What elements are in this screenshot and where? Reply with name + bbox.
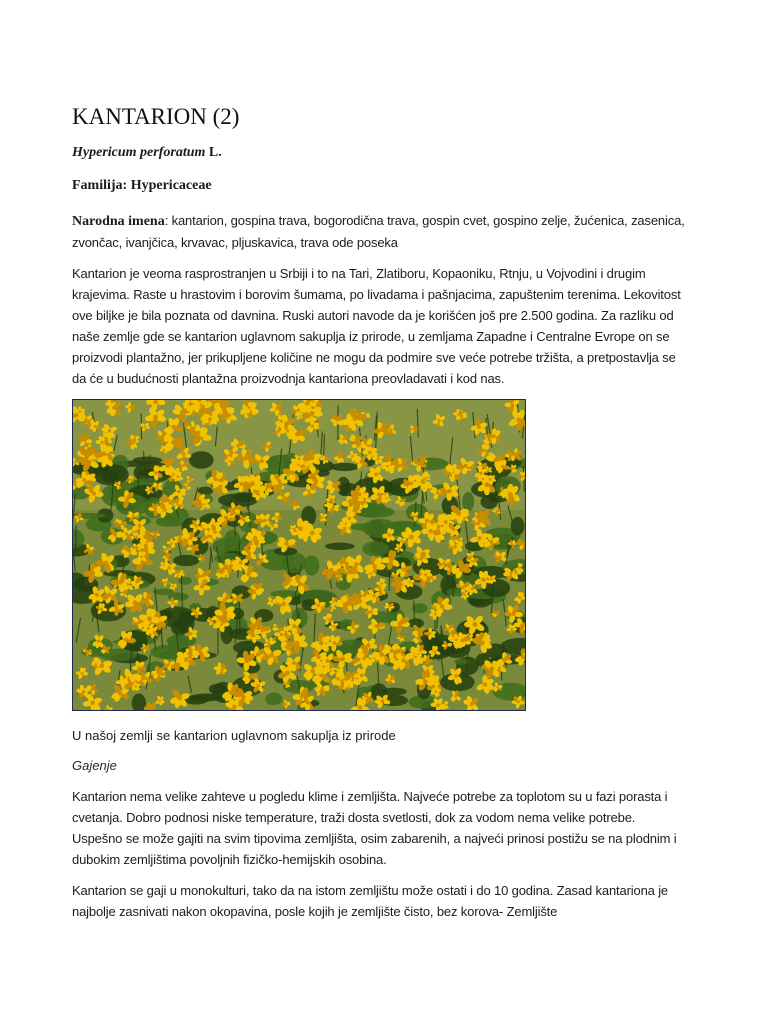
flower-field-image xyxy=(73,400,525,710)
folk-names-label: Narodna imena xyxy=(72,214,165,229)
page-title: KANTARION (2) xyxy=(72,104,240,129)
intro-paragraph: Kantarion je veoma rasprostranjen u Srbiji i to na Tari, Zlatiboru, Kopaoniku, Rtnju, u Vojvodini i drugim krajevima. Raste u hrastovim i borovim šumama, po livadama i pašnjacima, zapuštenim terenima. Lekovitost ove biljke je bila poznata od davnina. Ruski autori navode da je korišćen još pre 2.500 godina. Za razliku od naše zemlje gde se kantarion uglavnom sakuplja iz prirode, u zemljama Zapadne i Centralne Evrope on se proizvodi plantažno, jer prikupljene količine ne mogu da podmire sve veće potrebe tržišta, a pretpostavlja se da će u budućnosti plantažna proizvodnja kantariona preovladavati i kod nas. xyxy=(72,266,681,386)
monoculture-paragraph: Kantarion se gaji u monokulturi, tako da na istom zemljištu može ostati i do 10 godina. Zasad kantariona je najbolje zasnivati nakon okopavina, posle kojih je zemljište čisto, bez korova- Zemljište xyxy=(72,883,669,919)
latin-author: L. xyxy=(205,145,222,160)
family-line: Familija: Hypericaceae xyxy=(72,178,212,193)
kantarion-photo xyxy=(72,399,526,711)
folk-names-text: : kantarion, gospina trava, bogorodična trava, gospin cvet, gospino zelje, žućenica, zasenica, zvončac, ivanjčica, krvavac, pljuskavica, trava ode poseka xyxy=(72,213,685,250)
section-heading: Gajenje xyxy=(72,758,117,773)
folk-names-paragraph xyxy=(72,210,688,253)
cultivation-paragraph: Kantarion nema velike zahteve u pogledu klime i zemljišta. Najveće potrebe za toplotom su u fazi porasta i cvetanja. Dobro podnosi niske temperature, traži dosta svetlosti, dok za vodom nema velike potrebe. Uspešno se može gajiti na svim tipovima zemljišta, osim zabarenih, a najveći prinosi postižu se na plodnim i dubokim zemljištima povoljnih fizičko-hemijskih osobina. xyxy=(72,789,677,867)
document-page xyxy=(72,100,688,932)
latin-name-line xyxy=(72,143,688,163)
latin-name: Hypericum perforatum xyxy=(72,145,206,160)
photo-caption: U našoj zemlji se kantarion uglavnom sakuplja iz prirode xyxy=(72,728,396,743)
